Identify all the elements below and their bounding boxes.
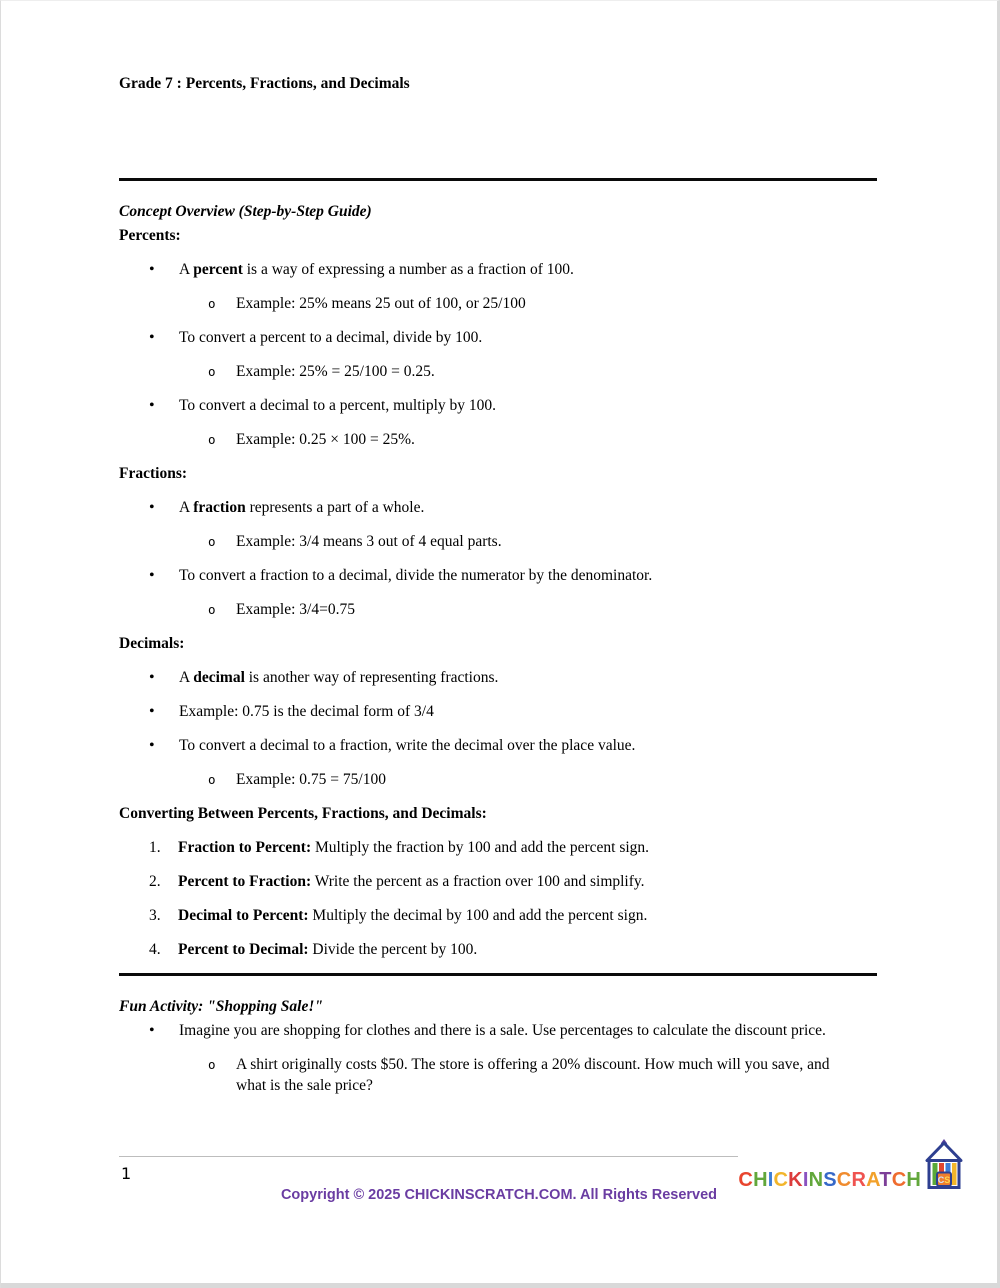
numbered-item [119, 837, 877, 858]
bullet-marker: • [149, 567, 155, 584]
bullet-item [119, 395, 877, 416]
logo-letter: C [738, 1169, 754, 1191]
section-heading: Fractions: [119, 465, 188, 482]
logo-letter: C [773, 1169, 789, 1191]
bullet-marker: • [149, 669, 155, 686]
logo-letter: I [802, 1169, 809, 1191]
logo-letter: T [879, 1169, 892, 1191]
logo-letter: S [823, 1169, 837, 1191]
item-text: A shirt originally costs $50. The store is offering a 20% discount. How much will you save, and what is the sale price? [236, 1056, 830, 1094]
item-text: Example: 0.25 × 100 = 25%. [236, 431, 415, 448]
bullet-marker: • [149, 703, 155, 720]
page-footer [1, 1148, 997, 1203]
bullet-marker: • [149, 329, 155, 346]
section-divider [119, 178, 877, 181]
list-number: 4. [149, 941, 161, 958]
item-text: To convert a fraction to a decimal, divide the numerator by the denominator. [179, 567, 653, 584]
section-heading-italic: Fun Activity: "Shopping Sale!" [119, 998, 323, 1015]
item-text: Fraction to Percent: Multiply the fraction by 100 and add the percent sign. [178, 839, 650, 856]
circle-marker: o [208, 534, 216, 549]
bullet-marker: • [149, 1022, 155, 1039]
logo-letter: H [753, 1169, 768, 1191]
footer-divider [119, 1156, 738, 1157]
bullet-item [119, 497, 877, 518]
logo-letter: H [906, 1169, 921, 1191]
circle-marker: o [208, 602, 216, 617]
item-text: To convert a decimal to a fraction, write the decimal over the place value. [179, 737, 636, 754]
document-content [119, 178, 877, 1096]
item-text: Example: 0.75 = 75/100 [236, 771, 386, 788]
item-text: Percent to Fraction: Write the percent as a fraction over 100 and simplify. [178, 873, 645, 890]
svg-text:CS: CS [937, 1175, 951, 1185]
document-body [1, 1, 997, 1096]
bullet-item [119, 667, 877, 688]
item-text: Example: 3/4=0.75 [236, 601, 355, 618]
copyright-notice: Copyright © 2025 CHICKINSCRATCH.COM. All Rights Reserved [280, 1187, 718, 1203]
bullet-item [119, 327, 877, 348]
numbered-item [119, 939, 877, 960]
circle-marker: o [208, 296, 216, 311]
bullet-marker: • [149, 499, 155, 516]
item-text: A percent is a way of expressing a number as a fraction of 100. [179, 261, 574, 278]
bullet-marker: • [149, 397, 155, 414]
item-text: Example: 0.75 is the decimal form of 3/4 [179, 703, 434, 720]
numbered-item [119, 871, 877, 892]
item-text: To convert a percent to a decimal, divide by 100. [179, 329, 483, 346]
list-number: 3. [149, 907, 161, 924]
section-heading: Decimals: [119, 635, 185, 652]
list-number: 2. [149, 873, 161, 890]
item-text: Decimal to Percent: Multiply the decimal by 100 and add the percent sign. [178, 907, 648, 924]
section-heading: Converting Between Percents, Fractions, and Decimals: [119, 805, 487, 822]
section-divider [119, 973, 877, 976]
sub-bullet-item [119, 429, 877, 450]
page-number: 1 [121, 1163, 132, 1183]
logo-letter: R [851, 1169, 867, 1191]
sub-bullet-item [119, 531, 877, 552]
bullet-marker: • [149, 261, 155, 278]
sub-bullet-item [119, 599, 877, 620]
bullet-item [119, 701, 877, 722]
item-text: A fraction represents a part of a whole. [179, 499, 425, 516]
section-heading-italic: Concept Overview (Step-by-Step Guide) [119, 203, 372, 220]
sub-bullet-item [119, 361, 877, 382]
list-number: 1. [149, 839, 161, 856]
bullet-item [119, 259, 877, 280]
sub-bullet-item [119, 1054, 877, 1096]
logo-letter: A [866, 1169, 880, 1191]
numbered-item [119, 905, 877, 926]
circle-marker: o [208, 432, 216, 447]
item-text: Example: 3/4 means 3 out of 4 equal parts. [236, 533, 502, 550]
bullet-item [119, 1020, 877, 1041]
item-text: A decimal is another way of representing fractions. [179, 669, 499, 686]
logo-letter: C [891, 1169, 907, 1191]
logo-letter: I [767, 1169, 774, 1191]
item-text: To convert a decimal to a percent, multiply by 100. [179, 397, 497, 414]
item-text: Imagine you are shopping for clothes and there is a sale. Use percentages to calculate the discount price. [179, 1022, 826, 1039]
logo-letter: K [788, 1169, 803, 1191]
bullet-item [119, 735, 877, 756]
item-text: Example: 25% means 25 out of 100, or 25/100 [236, 295, 526, 312]
section-heading: Percents: [119, 227, 181, 244]
item-text: Example: 25% = 25/100 = 0.25. [236, 363, 435, 380]
circle-marker: o [208, 364, 216, 379]
bullet-marker: • [149, 737, 155, 754]
sub-bullet-item [119, 769, 877, 790]
bullet-item [119, 565, 877, 586]
circle-marker: o [208, 772, 216, 787]
logo-letter: C [836, 1169, 852, 1191]
logo-letter: N [808, 1169, 824, 1191]
page-title: Grade 7 : Percents, Fractions, and Decimals [119, 75, 410, 92]
sub-bullet-item [119, 293, 877, 314]
item-text: Percent to Decimal: Divide the percent by 100. [178, 941, 478, 958]
circle-marker: o [208, 1057, 216, 1072]
